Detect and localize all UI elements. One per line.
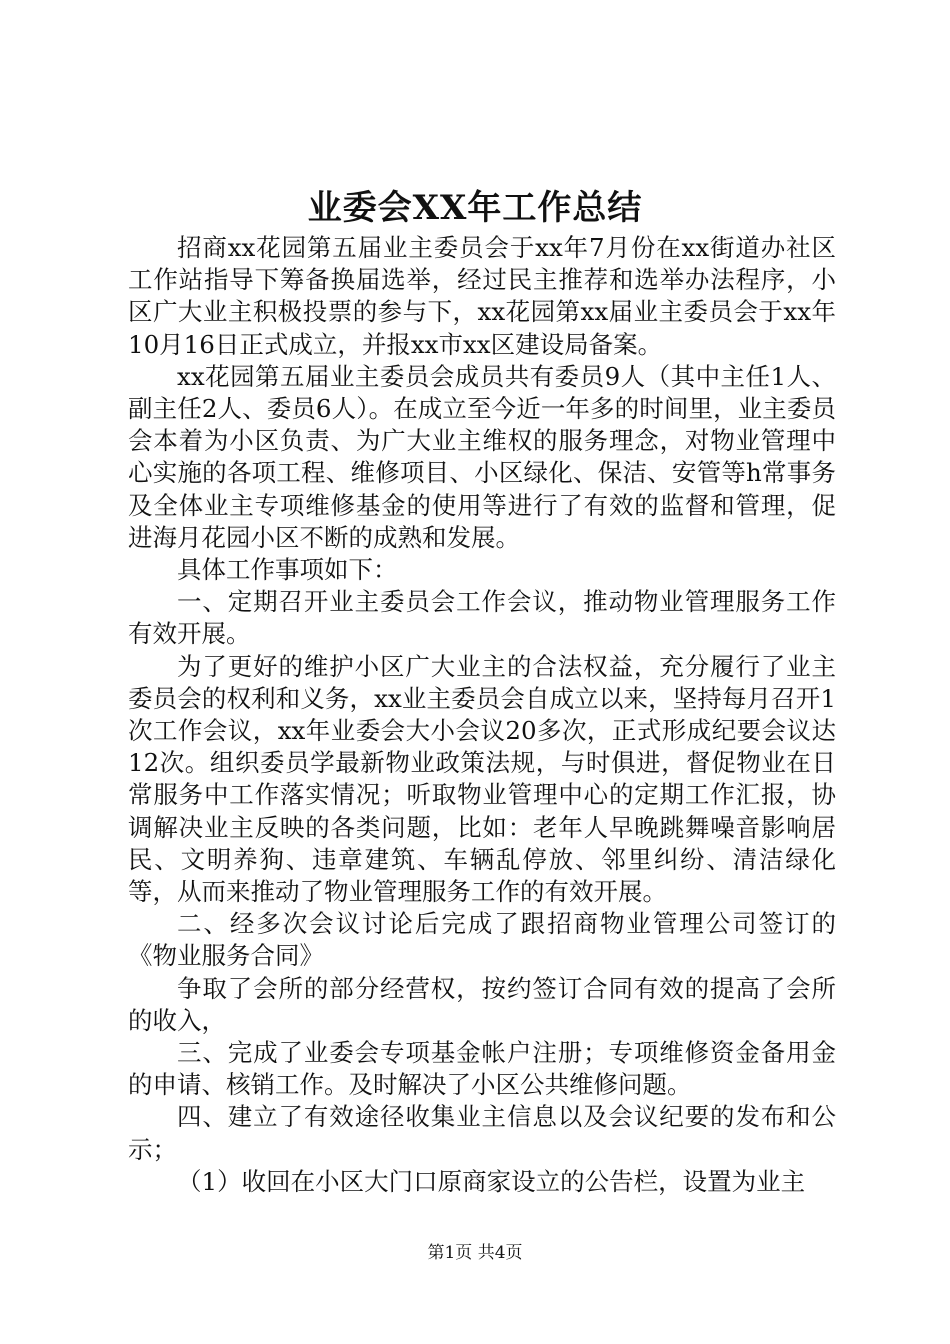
- paragraph-2: xx花园第五届业主委员会成员共有委员9人（其中主任1人、副主任2人、委员6人）。在成立至今近一年多的时间里，业主委员会本着为小区负责、为广大业主维权的服务理念，对物业管理中心实施的各项工程、维修项目、小区绿化、保洁、安管等h常事务及全体业主专项维修基金的使用等进行了有效的监督和管理，促进海月花园小区不断的成熟和发展。: [128, 361, 836, 552]
- paragraph-9: 四、建立了有效途径收集业主信息以及会议纪要的发布和公示；: [128, 1102, 836, 1164]
- paragraph-5: 为了更好的维护小区广大业主的合法权益，充分履行了业主委员会的权利和义务，xx业主委员会自成立以来，坚持每月召开1次工作会议，xx年业委会大小会议20多次，正式形成纪要会议达12次。组织委员学最新物业政策法规，与时俱进，督促物业在日常服务中工作落实情况；听取物业管理中心的定期工作汇报，协调解决业主反映的各类问题，比如：老年人早晚跳舞噪音影响居民、文明养狗、违章建筑、车辆乱停放、邻里纠纷、清洁绿化等，从而来推动了物业管理服务工作的有效开展。: [128, 651, 836, 907]
- page-footer: 第1页 共4页: [427, 1243, 523, 1263]
- paragraph-10: （1）收回在小区大门口原商家设立的公告栏，设置为业主: [177, 1166, 806, 1196]
- paragraph-6: 二、经多次会议讨论后完成了跟招商物业管理公司签订的《物业服务合同》: [128, 909, 836, 971]
- paragraph-7: 争取了会所的部分经营权，按约签订合同有效的提高了会所的收入，: [128, 973, 836, 1035]
- document-body: [128, 232, 836, 1198]
- paragraph-8: 三、完成了业委会专项基金帐户注册；专项维修资金备用金的申请、核销工作。及时解决了小区公共维修问题。: [128, 1038, 836, 1100]
- paragraph-4: 一、定期召开业主委员会工作会议，推动物业管理服务工作有效开展。: [128, 587, 836, 649]
- paragraph-1: 招商xx花园第五届业主委员会于xx年7月份在xx街道办社区工作站指导下筹备换届选举，经过民主推荐和选举办法程序，小区广大业主积极投票的参与下，xx花园第xx届业主委员会于xx年10月16日正式成立，并报xx市xx区建设局备案。: [128, 233, 836, 359]
- paragraph-3: 具体工作事项如下：: [177, 555, 398, 585]
- document-title: 业委会XX年工作总结: [307, 188, 643, 228]
